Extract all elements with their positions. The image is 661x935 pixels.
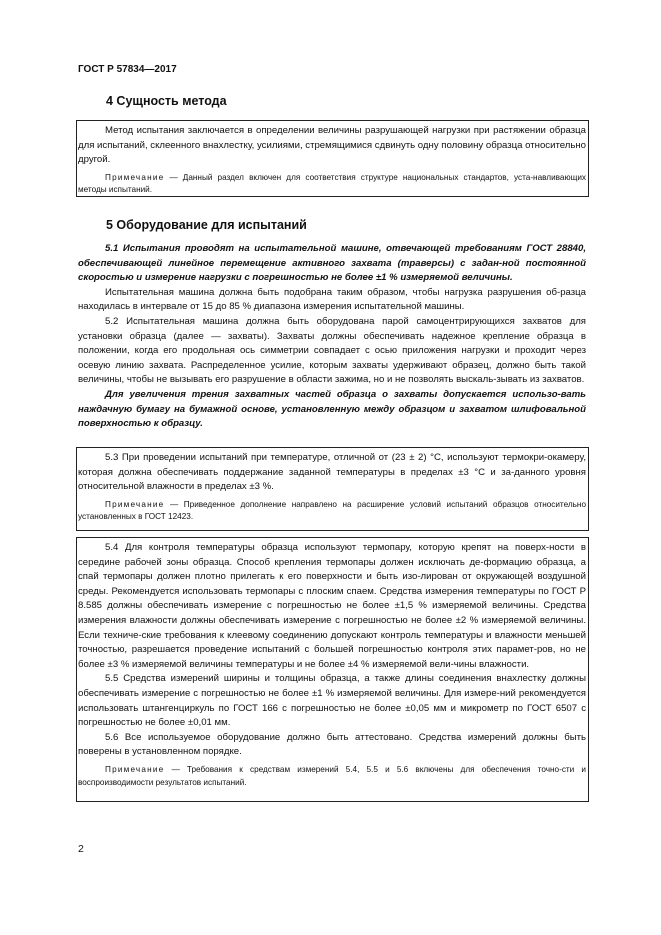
section-4-paragraph: Метод испытания заключается в определении величины разрушающей нагрузки при растяжении образца для испытаний, склеенного внахлестку, усилиями, стремящимися сдвинуть одну половину образца относительно другой.: [78, 125, 586, 166]
clause-5-1: 5.1 Испытания проводят на испытательной машине, отвечающей требованиям ГОСТ 28840, обеспечивающей линейное перемещение активного захвата (траверсы) с задан-ной постоянной скоростью и измерение нагрузки с погрешностью не более ±1 % измеряемой величины.: [78, 243, 586, 284]
clause-5-3: 5.3 При проведении испытаний при температуре, отличной от (23 ± 2) °С, используют термокри-окамеру, которая должна обеспечивать поддержание заданной температуры в пределах ±3 °С и за-данного уровня относительной влажности в пределах ±3 %.: [78, 452, 586, 493]
note-text: — Данный раздел включен для соответствия структуре национальных стандартов, уста-навливающих методы испытаний.: [78, 172, 586, 195]
clause-5-3-block: [78, 451, 586, 524]
clause-5-4: 5.4 Для контроля температуры образца используют термопару, которую крепят на поверх-ности в середине рабочей зоны образца. Способ крепления термопары должен исключать де-формацию образца, а спай термопары должен плотно прилегать к его поверхности и быть изо-лирован от окружающей воздушной среды. Рекомендуется использовать термопары с плоским спаем. Средства измерения температуры по ГОСТ Р 8.585 должны обеспечивать измерение с погрешностью не более ±1,5 % измеряемой величины. Средства измерения влажности должны обеспечивать измерение с погрешностью не более ±2 % измеряемой величины. Если техниче-ские требования к клеевому соединению допускают контроль температуры и влажности меньшей точностью, разрешается проведение испытаний с большей погрешностью контроля этих парамет-ров, но не более ±3 % измеряемой величины температуры и не более ±4 % измеряемой вели-чины влажности.: [78, 542, 586, 670]
clauses-5-4-to-5-6-block: [78, 541, 586, 789]
clauses-note: [78, 764, 586, 789]
note-label: Примечание: [105, 499, 165, 509]
note-label: Примечание: [105, 172, 165, 182]
section-4-heading: 4 Сущность метода: [106, 94, 227, 108]
note-text: — Приведенное дополнение направлено на расширение условий испытаний образцов относительно установленных в ГОСТ 12423.: [78, 499, 586, 522]
section-5-heading: 5 Оборудование для испытаний: [106, 218, 307, 232]
document-header: ГОСТ Р 57834—2017: [78, 64, 177, 75]
clause-5-6: 5.6 Все используемое оборудование должно быть аттестовано. Средства измерений должны быть поверены в установленном порядке.: [78, 731, 586, 758]
clause-5-2-extra: Для увеличения трения захватных частей образца о захваты допускается использо-вать наждачную бумагу на бумажной основе, установленную между образцом и захватом шлифовальной поверхностью к образцу.: [78, 388, 586, 430]
section-4-body: [78, 124, 586, 197]
page-number: 2: [78, 843, 84, 855]
section-4-note: [78, 172, 586, 197]
section-5-intro: [78, 242, 586, 432]
clause-5-3-note: [78, 499, 586, 524]
note-label: Примечание: [105, 764, 165, 774]
clause-5-1-extra: Испытательная машина должна быть подобрана таким образом, чтобы нагрузка разрушения об-разца находилась в интервале от 15 до 85 % диапазона измерения испытательной машины.: [78, 286, 586, 313]
clause-5-2: 5.2 Испытательная машина должна быть оборудована парой самоцентрирующихся захватов для установки образца (далее — захваты). Захваты должны обеспечивать надежное крепление образца в положении, когда его продольная ось симметрии совпадает с осью приложения нагрузки и проходит через осевую линию захвата. Распределенное усилие, которым захваты удерживают образец, должно быть такой величины, чтобы не вызывать его разрушение в области зажима, но и не позволять выскаль-зывать из захватов.: [78, 315, 586, 386]
clause-5-5: 5.5 Средства измерений ширины и толщины образца, а также длины соединения внахлестку должны обеспечивать измерение с погрешностью не более ±1 % измеряемой величины. Для измере-ний рекомендуется использовать штангенциркуль по ГОСТ 166 с погрешностью не более ±0,05 мм и микрометр по ГОСТ 6507 с погрешностью не более ±0,01 мм.: [78, 673, 586, 729]
note-text: — Требования к средствам измерений 5.4, 5.5 и 5.6 включены для обеспечения точно-сти и воспроизводимости результатов испытаний.: [78, 764, 586, 787]
